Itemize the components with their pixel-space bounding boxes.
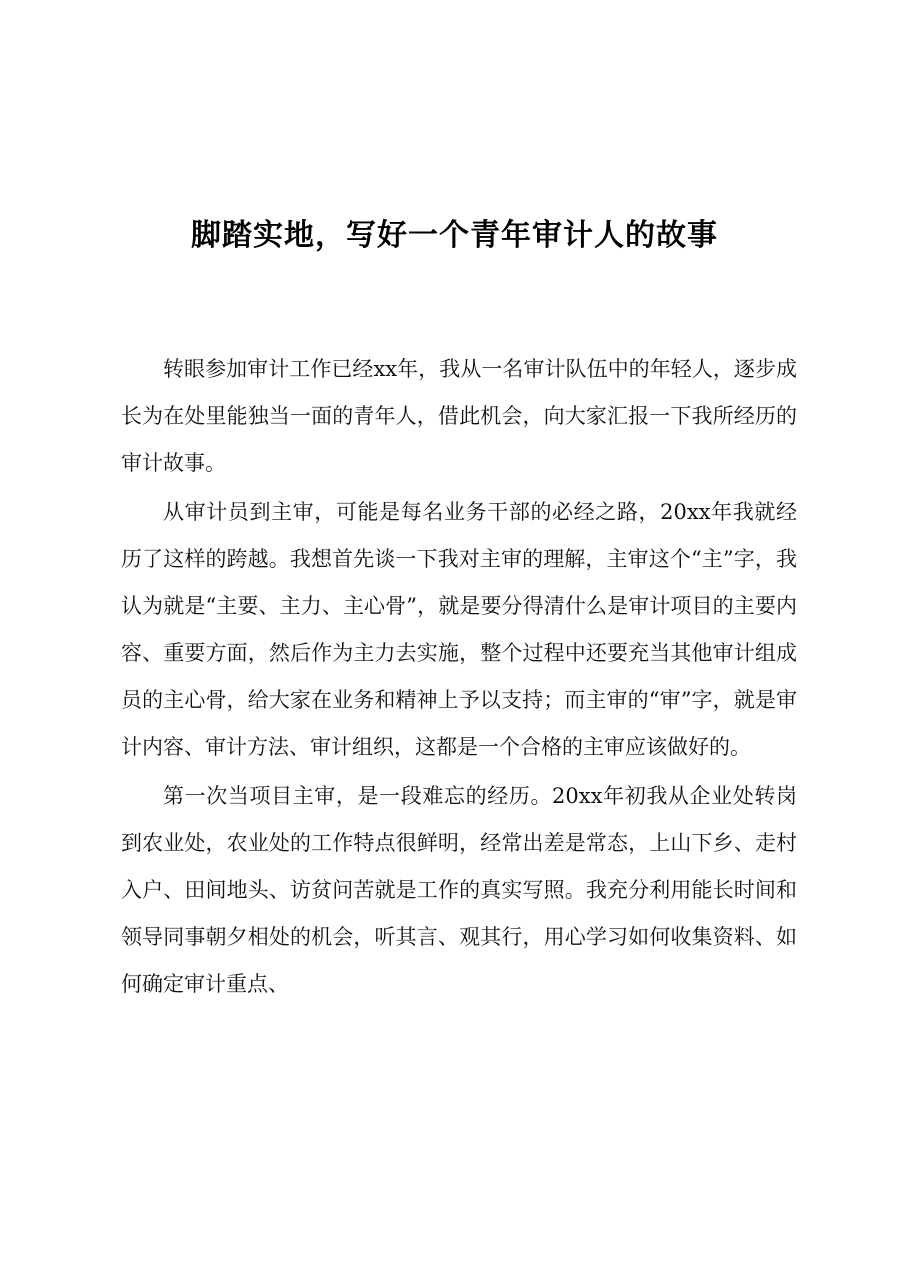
paragraph-1: 转眼参加审计工作已经xx年，我从一名审计队伍中的年轻人，逐步成长为在处里能独当一面的青年人，借此机会，向大家汇报一下我所经历的审计故事。 [121,357,797,475]
document-title: 脚踏实地，写好一个青年审计人的故事 [191,218,718,253]
paragraph-2: 从审计员到主审，可能是每名业务干部的必经之路，20xx年我就经历了这样的跨越。我想首先谈一下我对主审的理解，主审这个“主”字，我认为就是“主要、主力、主心骨”，就是要分得清什么是审计项目的主要内容、重要方面，然后作为主力去实施，整个过程中还要充当其他审计组成员的主心骨，给大家在业务和精神上予以支持；而主审的“审”字，就是审计内容、审计方法、审计组织，这都是一个合格的主审应该做好的。 [121,500,797,759]
paragraph-3: 第一次当项目主审，是一段难忘的经历。20xx年初我从企业处转岗到农业处，农业处的工作特点很鲜明，经常出差是常态，上山下乡、走村入户、田间地头、访贫问苦就是工作的真实写照。我充分利用能长时间和领导同事朝夕相处的机会，听其言、观其行，用心学习如何收集资料、如何确定审计重点、 [121,784,797,996]
document-body [121,346,797,1010]
